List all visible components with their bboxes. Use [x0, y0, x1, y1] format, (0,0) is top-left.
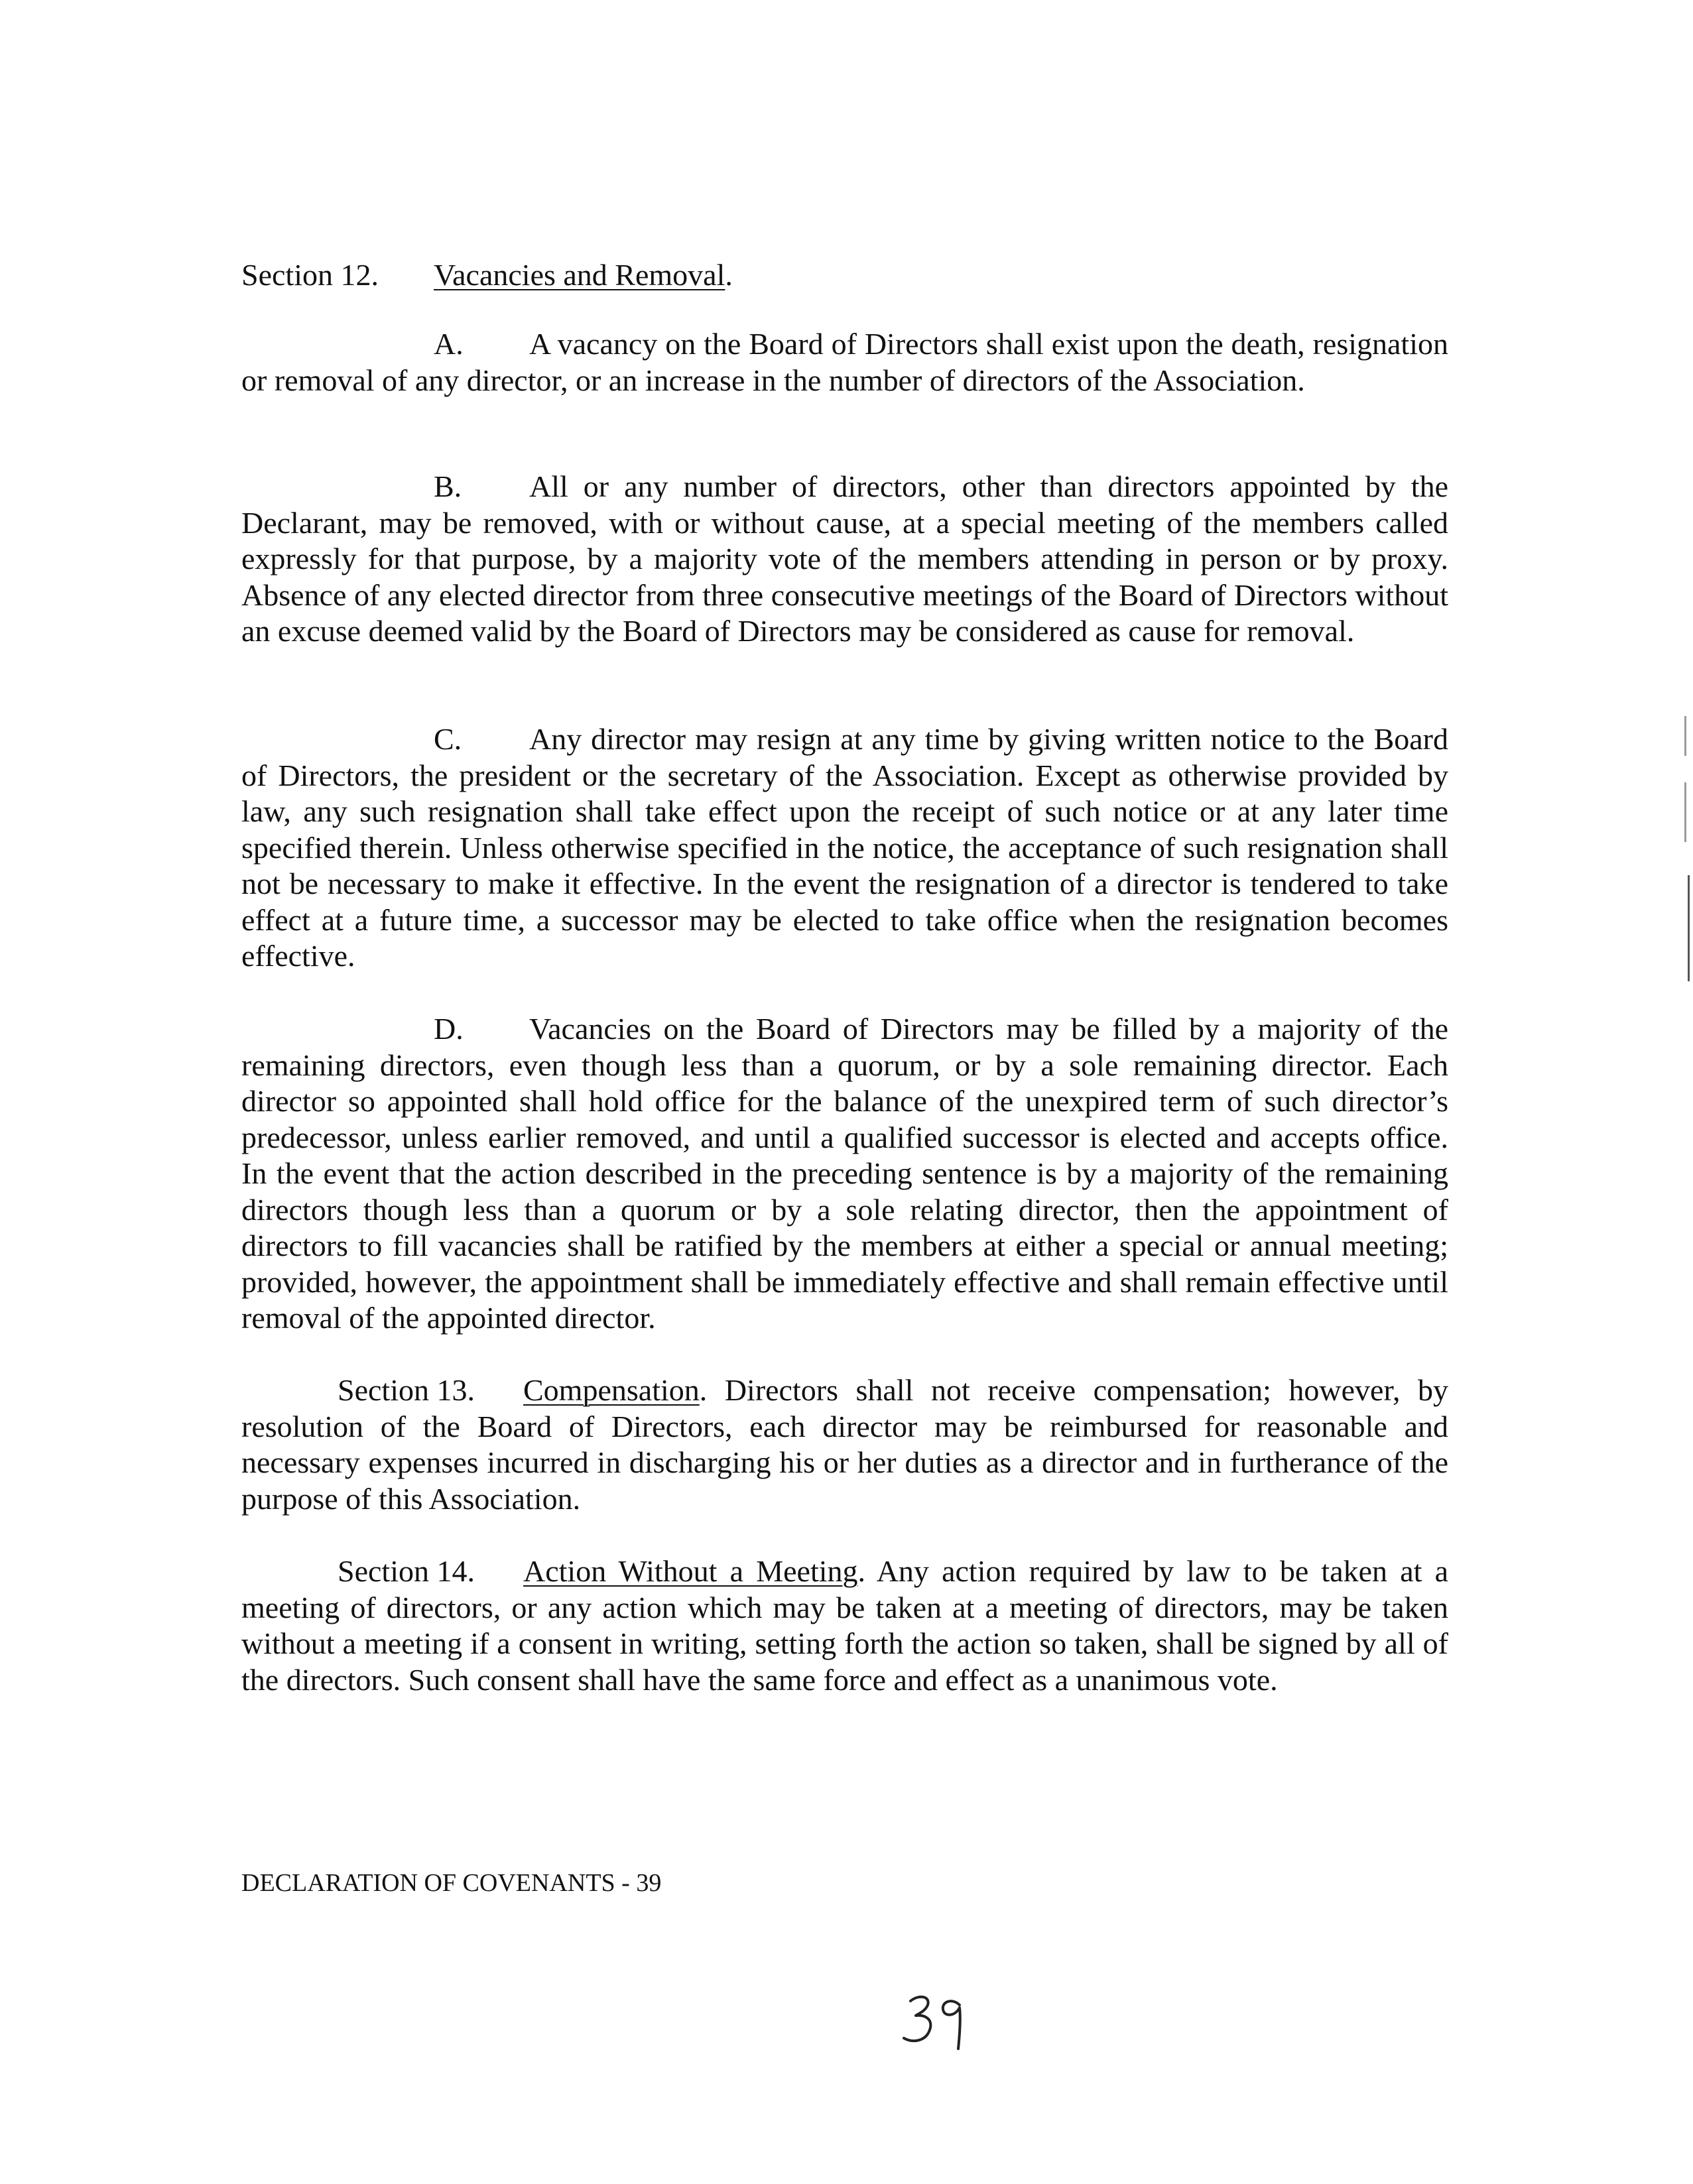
- section-13: [241, 1372, 1448, 1517]
- paragraph-d: [241, 1011, 1448, 1337]
- scan-artifact: [1688, 875, 1690, 981]
- paragraph-a-label: A.: [434, 327, 464, 361]
- section-12-heading: [241, 257, 733, 294]
- paragraph-a-text: A vacancy on the Board of Directors shall exist upon the death, resignation or removal of any director, or an increase in the number of directors of the Association.: [241, 327, 1448, 397]
- paragraph-d-text: Vacancies on the Board of Directors may be filled by a majority of the remaining directors, even though less than a quorum, or by a sole remaining director. Each director so appointed shall hold office for the balance of the unexpired term of such director’s predecessor, unless earlier removed, and until a qualified successor is elected and accepts office. In the event that the action described in the preceding sentence is by a majority of the remaining directors though less than a quorum or by a sole relating director, then the appointment of directors to fill vacancies shall be ratified by the members at either a special or annual meeting; provided, however, the appointment shall be immediately effective and shall remain effective until removal of the appointed director.: [241, 1012, 1448, 1335]
- paragraph-b-text: All or any number of directors, other than directors appointed by the Declarant, may be removed, with or without cause, at a special meeting of the members called expressly for that purpose, by a majority vote of the members attending in person or by proxy. Absence of any elected director from three consecutive meetings of the Board of Directors without an excuse deemed valid by the Board of Directors may be considered as cause for removal.: [241, 469, 1448, 648]
- handwritten-page-number: [899, 1982, 991, 2055]
- paragraph-b-label: B.: [434, 469, 462, 503]
- paragraph-a: [241, 326, 1448, 398]
- section-14-title: Action Without a Meeting: [523, 1554, 858, 1588]
- section-14-number: Section 14.: [338, 1554, 475, 1588]
- section-13-text: . Directors shall not receive compensation; however, by resolution of the Board of Directors, each director may be reimbursed for reasonable and necessary expenses incurred in discharging his or her duties as a director and in furtherance of the purpose of this Association.: [241, 1373, 1448, 1516]
- paragraph-b: [241, 469, 1448, 650]
- section-12-title-punct: .: [725, 258, 733, 292]
- section-12-title: Vacancies and Removal: [434, 258, 725, 292]
- paragraph-c-text: Any director may resign at any time by giving written notice to the Board of Directors, the president or the secretary of the Association. Except as otherwise provided by law, any such resignation shall take effect upon the receipt of such notice or at any later time specified therein. Unless otherwise specified in the notice, the acceptance of such resignation shall not be necessary to make it effective. In the event the resignation of a director is tendered to take effect at a future time, a successor may be elected to take office when the resignation becomes effective.: [241, 722, 1448, 973]
- section-12-number: Section 12.: [241, 258, 379, 292]
- paragraph-c: [241, 721, 1448, 975]
- scan-artifact: [1684, 716, 1686, 756]
- scan-artifact: [1684, 782, 1686, 842]
- page-footer: DECLARATION OF COVENANTS - 39: [241, 1869, 662, 1897]
- section-14: [241, 1553, 1448, 1698]
- section-13-number: Section 13.: [338, 1373, 475, 1407]
- paragraph-d-label: D.: [434, 1012, 464, 1046]
- section-14-text: . Any action required by law to be taken at a meeting of directors, or any action which may be taken at a meeting of directors, may be taken without a meeting if a consent in writing, setting forth the action so taken, shall be signed by all of the directors. Such consent shall have the same force and effect as a unanimous vote.: [241, 1554, 1449, 1697]
- section-13-title: Compensation: [523, 1373, 700, 1407]
- paragraph-c-label: C.: [434, 722, 462, 756]
